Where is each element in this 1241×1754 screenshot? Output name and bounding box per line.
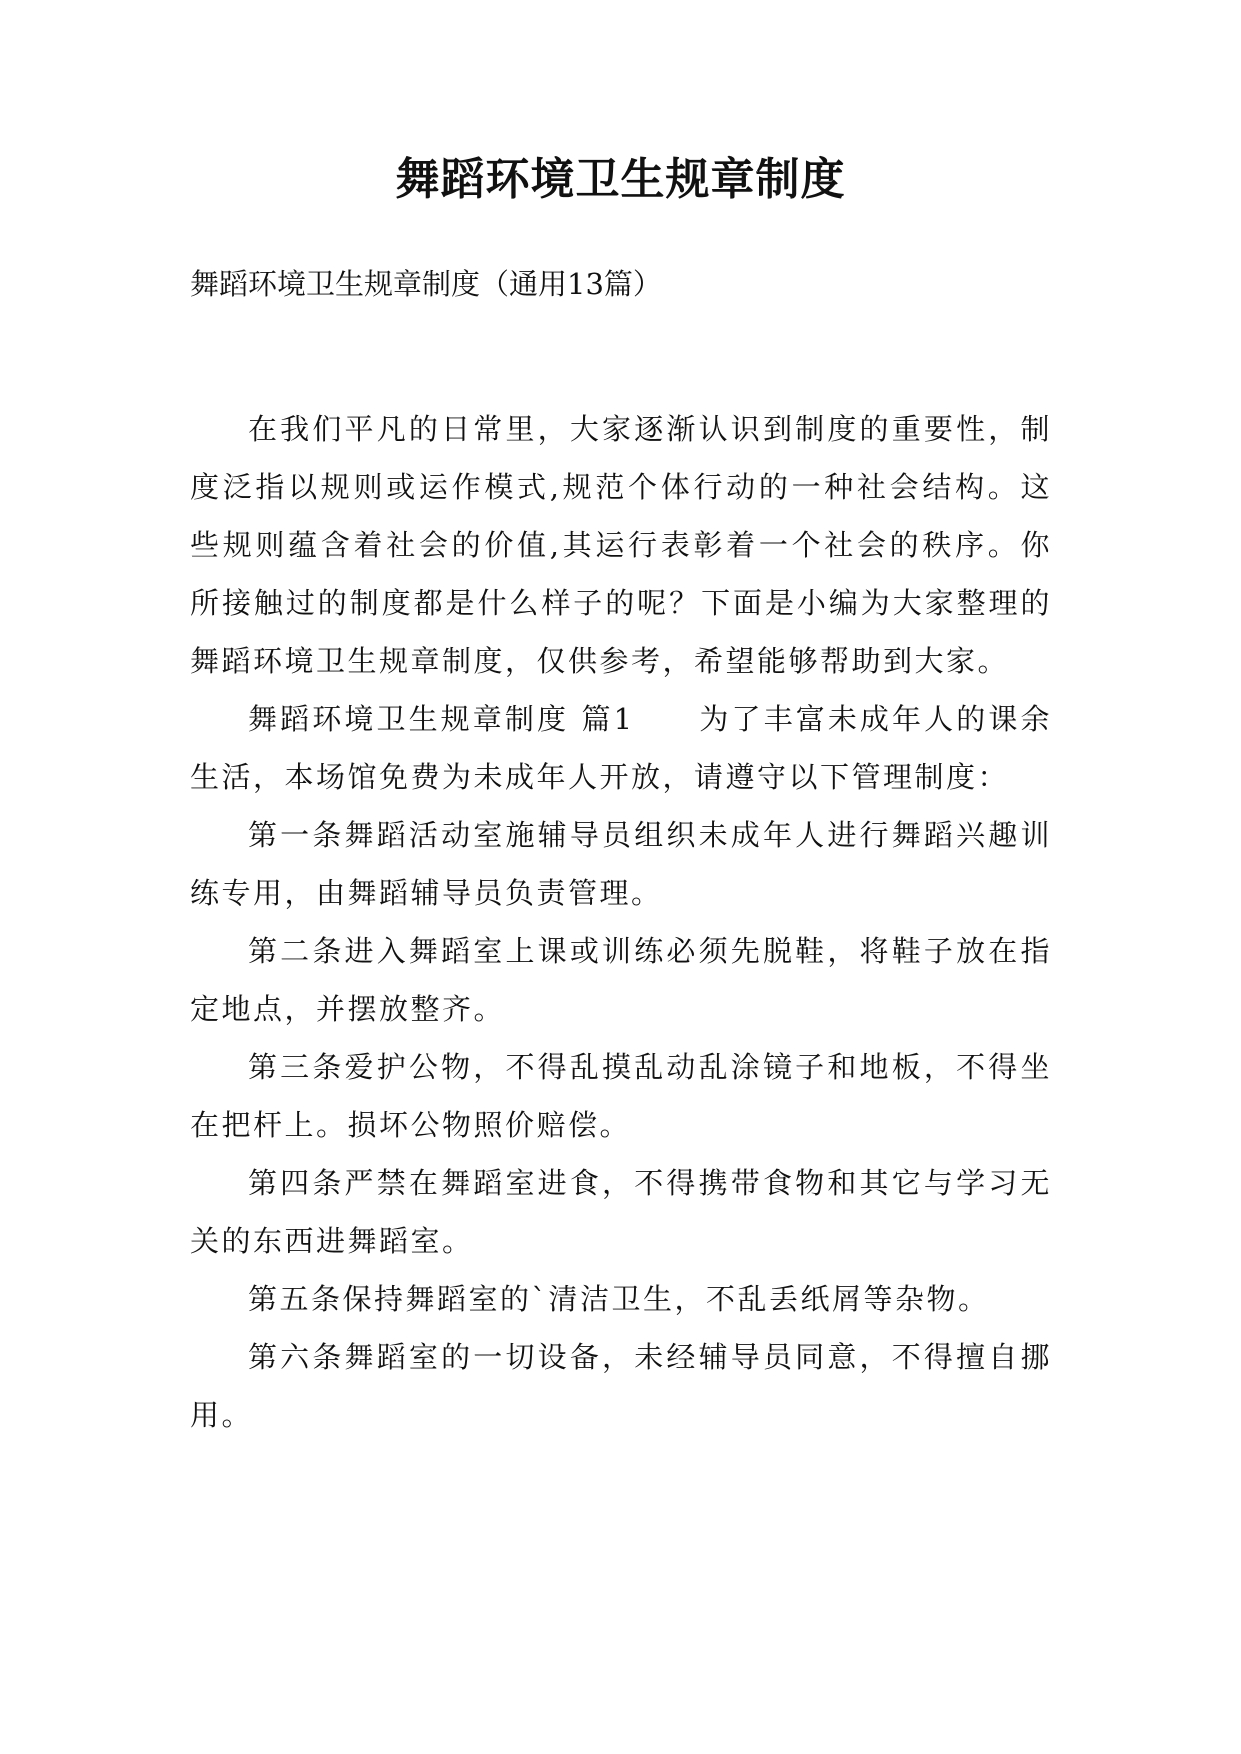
article-5-paragraph: 第五条保持舞蹈室的`清洁卫生，不乱丢纸屑等杂物。 <box>248 1282 990 1316</box>
section-1-paragraph: 舞蹈环境卫生规章制度 篇1 为了丰富未成年人的课余生活，本场馆免费为未成年人开放，请遵守以下管理制度： <box>190 702 1052 794</box>
intro-paragraph: 在我们平凡的日常里，大家逐渐认识到制度的重要性，制度泛指以规则或运作模式,规范个体行动的一种社会结构。这些规则蕴含着社会的价值,其运行表彰着一个社会的秩序。你所接触过的制度都是什么样子的呢？下面是小编为大家整理的舞蹈环境卫生规章制度，仅供参考，希望能够帮助到大家。 <box>190 412 1052 678</box>
article-6-paragraph: 第六条舞蹈室的一切设备，未经辅导员同意，不得擅自挪用。 <box>190 1340 1052 1432</box>
article-3-paragraph: 第三条爱护公物，不得乱摸乱动乱涂镜子和地板，不得坐在把杆上。损坏公物照价赔偿。 <box>190 1050 1052 1142</box>
article-2-paragraph: 第二条进入舞蹈室上课或训练必须先脱鞋，将鞋子放在指定地点，并摆放整齐。 <box>190 934 1052 1026</box>
document-subtitle: 舞蹈环境卫生规章制度（通用13篇） <box>190 267 662 301</box>
article-1-paragraph: 第一条舞蹈活动室施辅导员组织未成年人进行舞蹈兴趣训练专用，由舞蹈辅导员负责管理。 <box>190 818 1052 910</box>
document-title: 舞蹈环境卫生规章制度 <box>395 154 846 205</box>
article-4-paragraph: 第四条严禁在舞蹈室进食，不得携带食物和其它与学习无关的东西进舞蹈室。 <box>190 1166 1052 1258</box>
document-body <box>190 400 1052 1444</box>
